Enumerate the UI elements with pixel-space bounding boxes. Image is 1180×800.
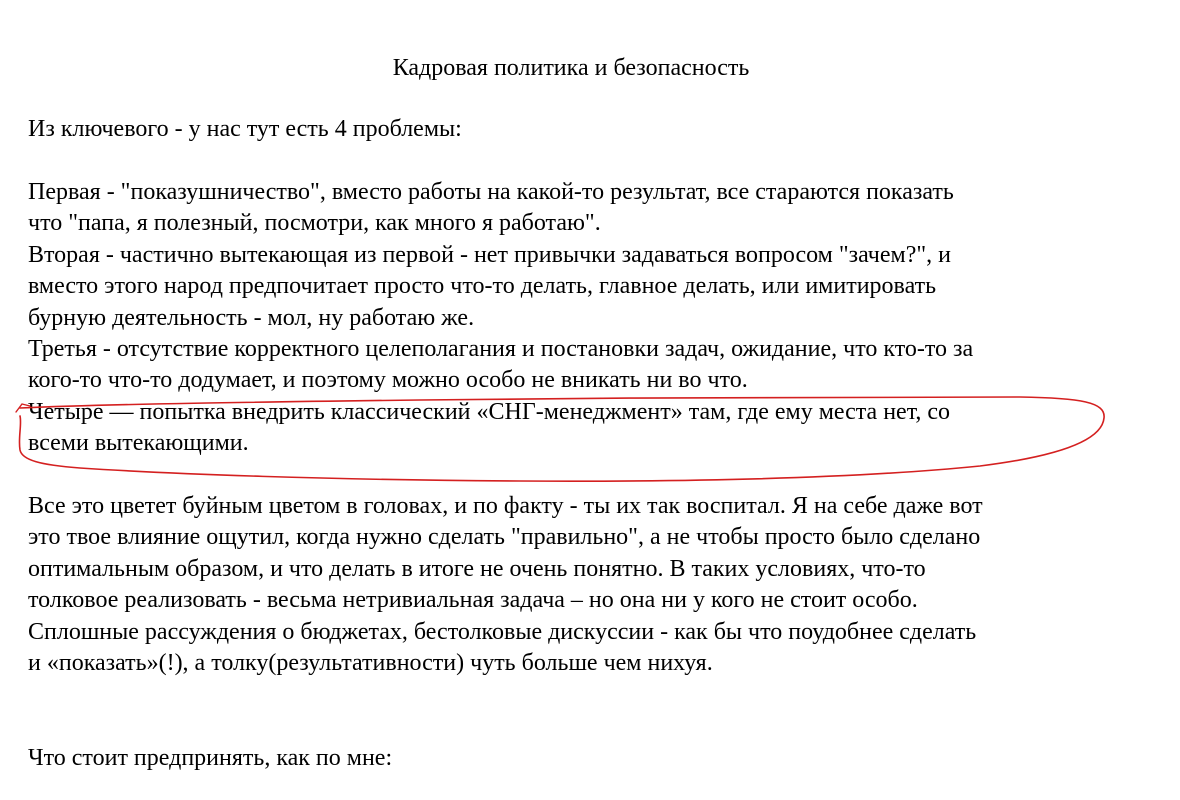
problem-line-8: Четыре — попытка внедрить классический «СНГ-менеджмент» там, где ему места нет, со — [28, 398, 951, 425]
conclusion-line-1: Все это цветет буйным цветом в головах, и по факту - ты их так воспитал. Я на себе даже вот — [28, 493, 983, 519]
problem-line-9: всеми вытекающими. — [28, 430, 249, 457]
intro-line: Из ключевого - у нас тут есть 4 проблемы: — [28, 116, 462, 142]
conclusion-line-2: это твое влияние ощутил, когда нужно сделать "правильно", а не чтобы просто было сделано — [28, 524, 981, 551]
conclusion-line-5: Сплошные рассуждения о бюджетах, бестолковые дискуссии - как бы что поудобнее сделать — [28, 618, 977, 645]
problem-line-6: Третья - отсутствие корректного целеполагания и постановки задач, ожидание, что кто-то за — [28, 336, 974, 363]
problem-line-5: бурную деятельность - мол, ну работаю же. — [28, 304, 475, 331]
conclusion-paragraph — [28, 491, 1148, 679]
conclusion-line-4: толковое реализовать - весьма нетривиальная задача – но она ни у кого не стоит особо. — [28, 587, 918, 614]
next-steps-paragraph — [28, 743, 1148, 774]
intro-paragraph — [28, 114, 1148, 145]
problem-line-2: что "папа, я полезный, посмотри, как много я работаю". — [28, 210, 601, 237]
conclusion-line-6: и «показать»(!), а толку(результативности) чуть больше чем нихуя. — [28, 650, 713, 677]
document-title: Кадровая политика и безопасность — [392, 55, 750, 81]
next-steps-line: Что стоит предпринять, как по мне: — [28, 745, 393, 771]
conclusion-line-3: оптимальным образом, и что делать в итоге не очень понятно. В таких условиях, что-то — [28, 555, 926, 582]
problem-line-4: вместо этого народ предпочитает просто что-то делать, главное делать, или имитировать — [28, 273, 937, 300]
problems-paragraph — [28, 177, 1148, 460]
problem-line-3: Вторая - частично вытекающая из первой - нет привычки задаваться вопросом "зачем?", и — [28, 241, 951, 268]
problem-line-1: Первая - "показушничество", вместо работы на какой-то результат, все стараются показать — [28, 179, 954, 205]
problem-line-7: кого-то что-то додумает, и поэтому можно особо не вникать ни во что. — [28, 367, 748, 394]
